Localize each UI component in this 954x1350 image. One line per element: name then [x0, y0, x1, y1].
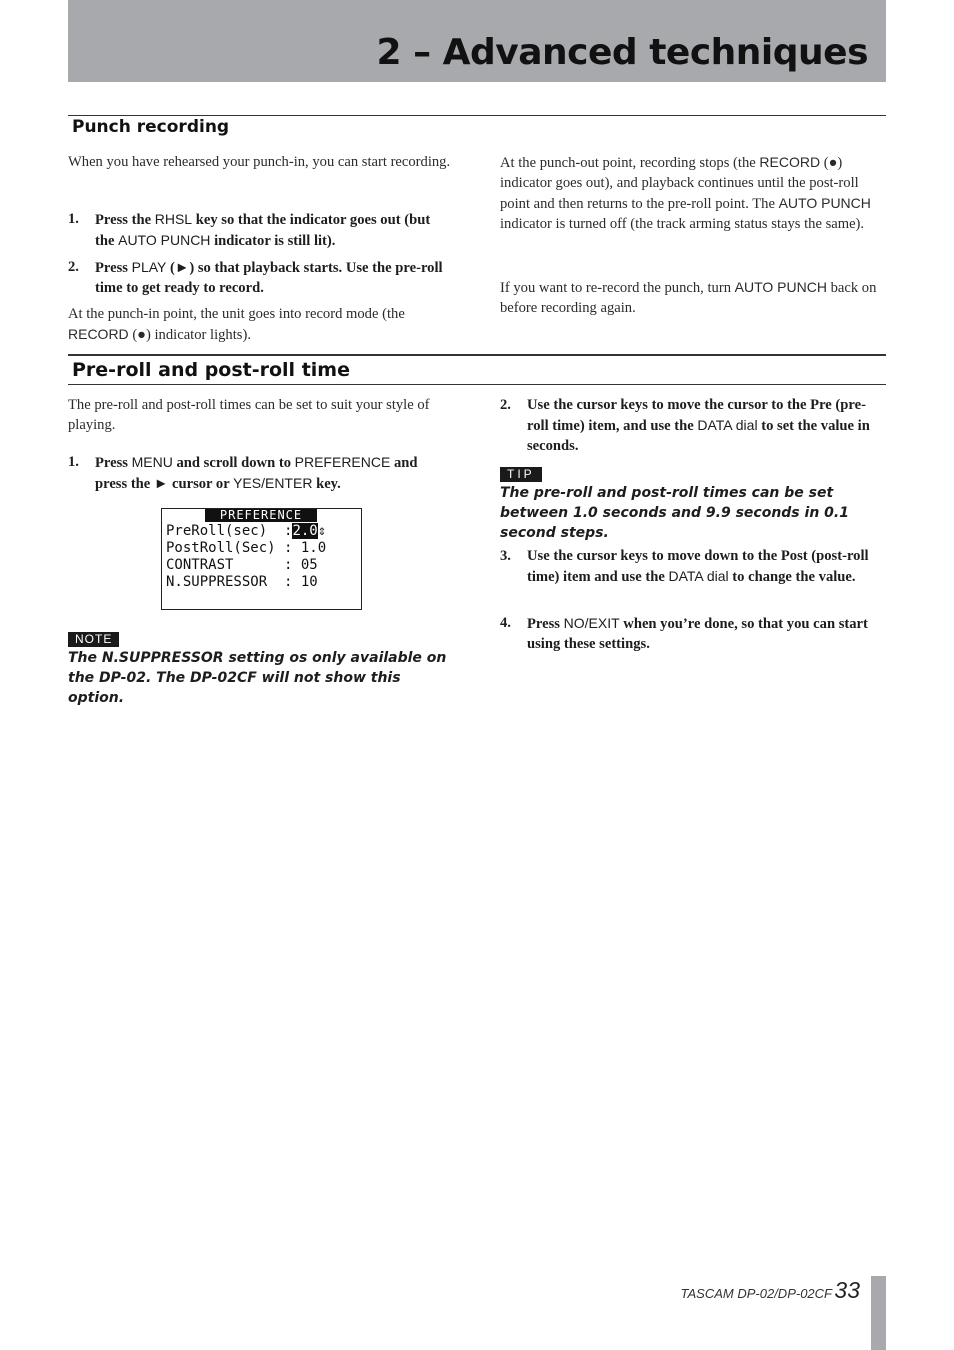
page-number: 33 — [834, 1277, 860, 1303]
key-label: RECORD — [68, 326, 129, 342]
indicator-label: AUTO PUNCH — [118, 232, 211, 248]
section-rule-preroll-top — [68, 354, 886, 356]
indicator-label: AUTO PUNCH — [778, 195, 871, 211]
step-text: Press MENU and scroll down to PREFERENCE and press the ► cursor or YES/ENTER key. — [95, 454, 418, 492]
page-edge-tab — [871, 1276, 886, 1350]
tip-text: The pre-roll and post-roll times can be set between 1.0 seconds and 9.9 seconds in 0.1 second steps. — [500, 485, 849, 541]
step-text: Use the cursor keys to move down to the Post (post-roll time) item and use the DATA dial to change the value. — [527, 548, 869, 585]
record-symbol: (●) — [128, 327, 151, 343]
footer-product: TASCAM DP-02/DP-02CF — [680, 1286, 832, 1301]
section-rule-preroll-bottom — [68, 384, 886, 385]
record-symbol: (●) — [820, 155, 843, 171]
preroll-intro-paragraph: The pre-roll and post-roll times can be set to suit your style of playing. — [68, 397, 430, 433]
step-number: 4. — [500, 615, 511, 631]
key-label: YES/ENTER — [233, 475, 313, 491]
punch-in-paragraph: At the punch-in point, the unit goes into record mode (the RECORD (●) indicator lights). — [68, 306, 405, 343]
key-label: MENU — [131, 454, 173, 470]
step-number: 2. — [68, 259, 79, 275]
up-down-arrow-icon: ⇕ — [317, 523, 327, 539]
key-label: RECORD — [759, 154, 821, 170]
step-number: 3. — [500, 548, 511, 564]
step-number: 1. — [68, 211, 79, 227]
step-number: 2. — [500, 397, 511, 413]
preroll-step-3 — [500, 546, 886, 587]
step-text: Press the RHSL key so that the indicator goes out (but the AUTO PUNCH indicator is still lit). — [95, 211, 431, 249]
step-text: Press NO/EXIT when you’re done, so that you can start using these settings. — [527, 615, 868, 652]
step-number: 1. — [68, 454, 79, 470]
chapter-title: 2 – Advanced techniques — [376, 32, 868, 73]
key-label: DATA — [697, 417, 732, 433]
punch-intro-paragraph: When you have rehearsed your punch-in, you can start recording. — [68, 154, 451, 170]
section-rule-top — [68, 115, 886, 116]
preroll-step-2 — [500, 395, 886, 456]
note-label: NOTE — [68, 630, 119, 648]
key-label: RHSL — [154, 211, 193, 227]
lcd-row-preroll: PreRoll(sec) :2.0⇕ — [166, 523, 327, 539]
note-text: The N.SUPPRESSOR setting os only available on the DP-02. The DP-02CF will not show this option. — [68, 650, 447, 706]
section-heading-preroll: Pre-roll and post-roll time — [72, 359, 350, 381]
lcd-selected-value: 2.0 — [292, 523, 318, 539]
key-label: NO/EXIT — [563, 615, 620, 631]
key-label: PLAY — [131, 259, 167, 275]
lcd-title: PREFERENCE — [205, 509, 317, 522]
step-text: Press PLAY (►) so that playback starts. Use the pre-roll time to get ready to record. — [95, 259, 443, 296]
punch-step-2 — [68, 257, 453, 298]
play-symbol: (►) — [166, 260, 195, 276]
rerecord-paragraph: If you want to re-record the punch, turn AUTO PUNCH back on before recording again. — [500, 279, 877, 316]
menu-label: PREFERENCE — [294, 454, 391, 470]
key-label: DATA — [668, 568, 703, 584]
punch-out-paragraph: At the punch-out point, recording stops (the RECORD (●) indicator goes out), and playback continues until the post-roll point and then returns to the pre-roll point. The AUTO PUNCH indicator is turned off (the track arming status stays the same). — [500, 154, 871, 232]
section-heading-punch: Punch recording — [72, 117, 230, 137]
tip-label: TIP — [500, 465, 542, 483]
key-label: AUTO PUNCH — [734, 279, 827, 295]
punch-step-1 — [68, 209, 453, 251]
preroll-step-4 — [500, 613, 886, 654]
lcd-row-contrast: CONTRAST : 05 — [166, 557, 318, 573]
lcd-row-postroll: PostRoll(Sec) : 1.0 — [166, 540, 327, 556]
step-text: Use the cursor keys to move the cursor to the Pre (pre-roll time) item, and use the DATA dial to set the value in seconds. — [527, 397, 870, 454]
preroll-step-1 — [68, 452, 453, 494]
lcd-preference-screen — [161, 508, 362, 610]
lcd-row-nsuppressor: N.SUPPRESSOR : 10 — [166, 574, 318, 590]
